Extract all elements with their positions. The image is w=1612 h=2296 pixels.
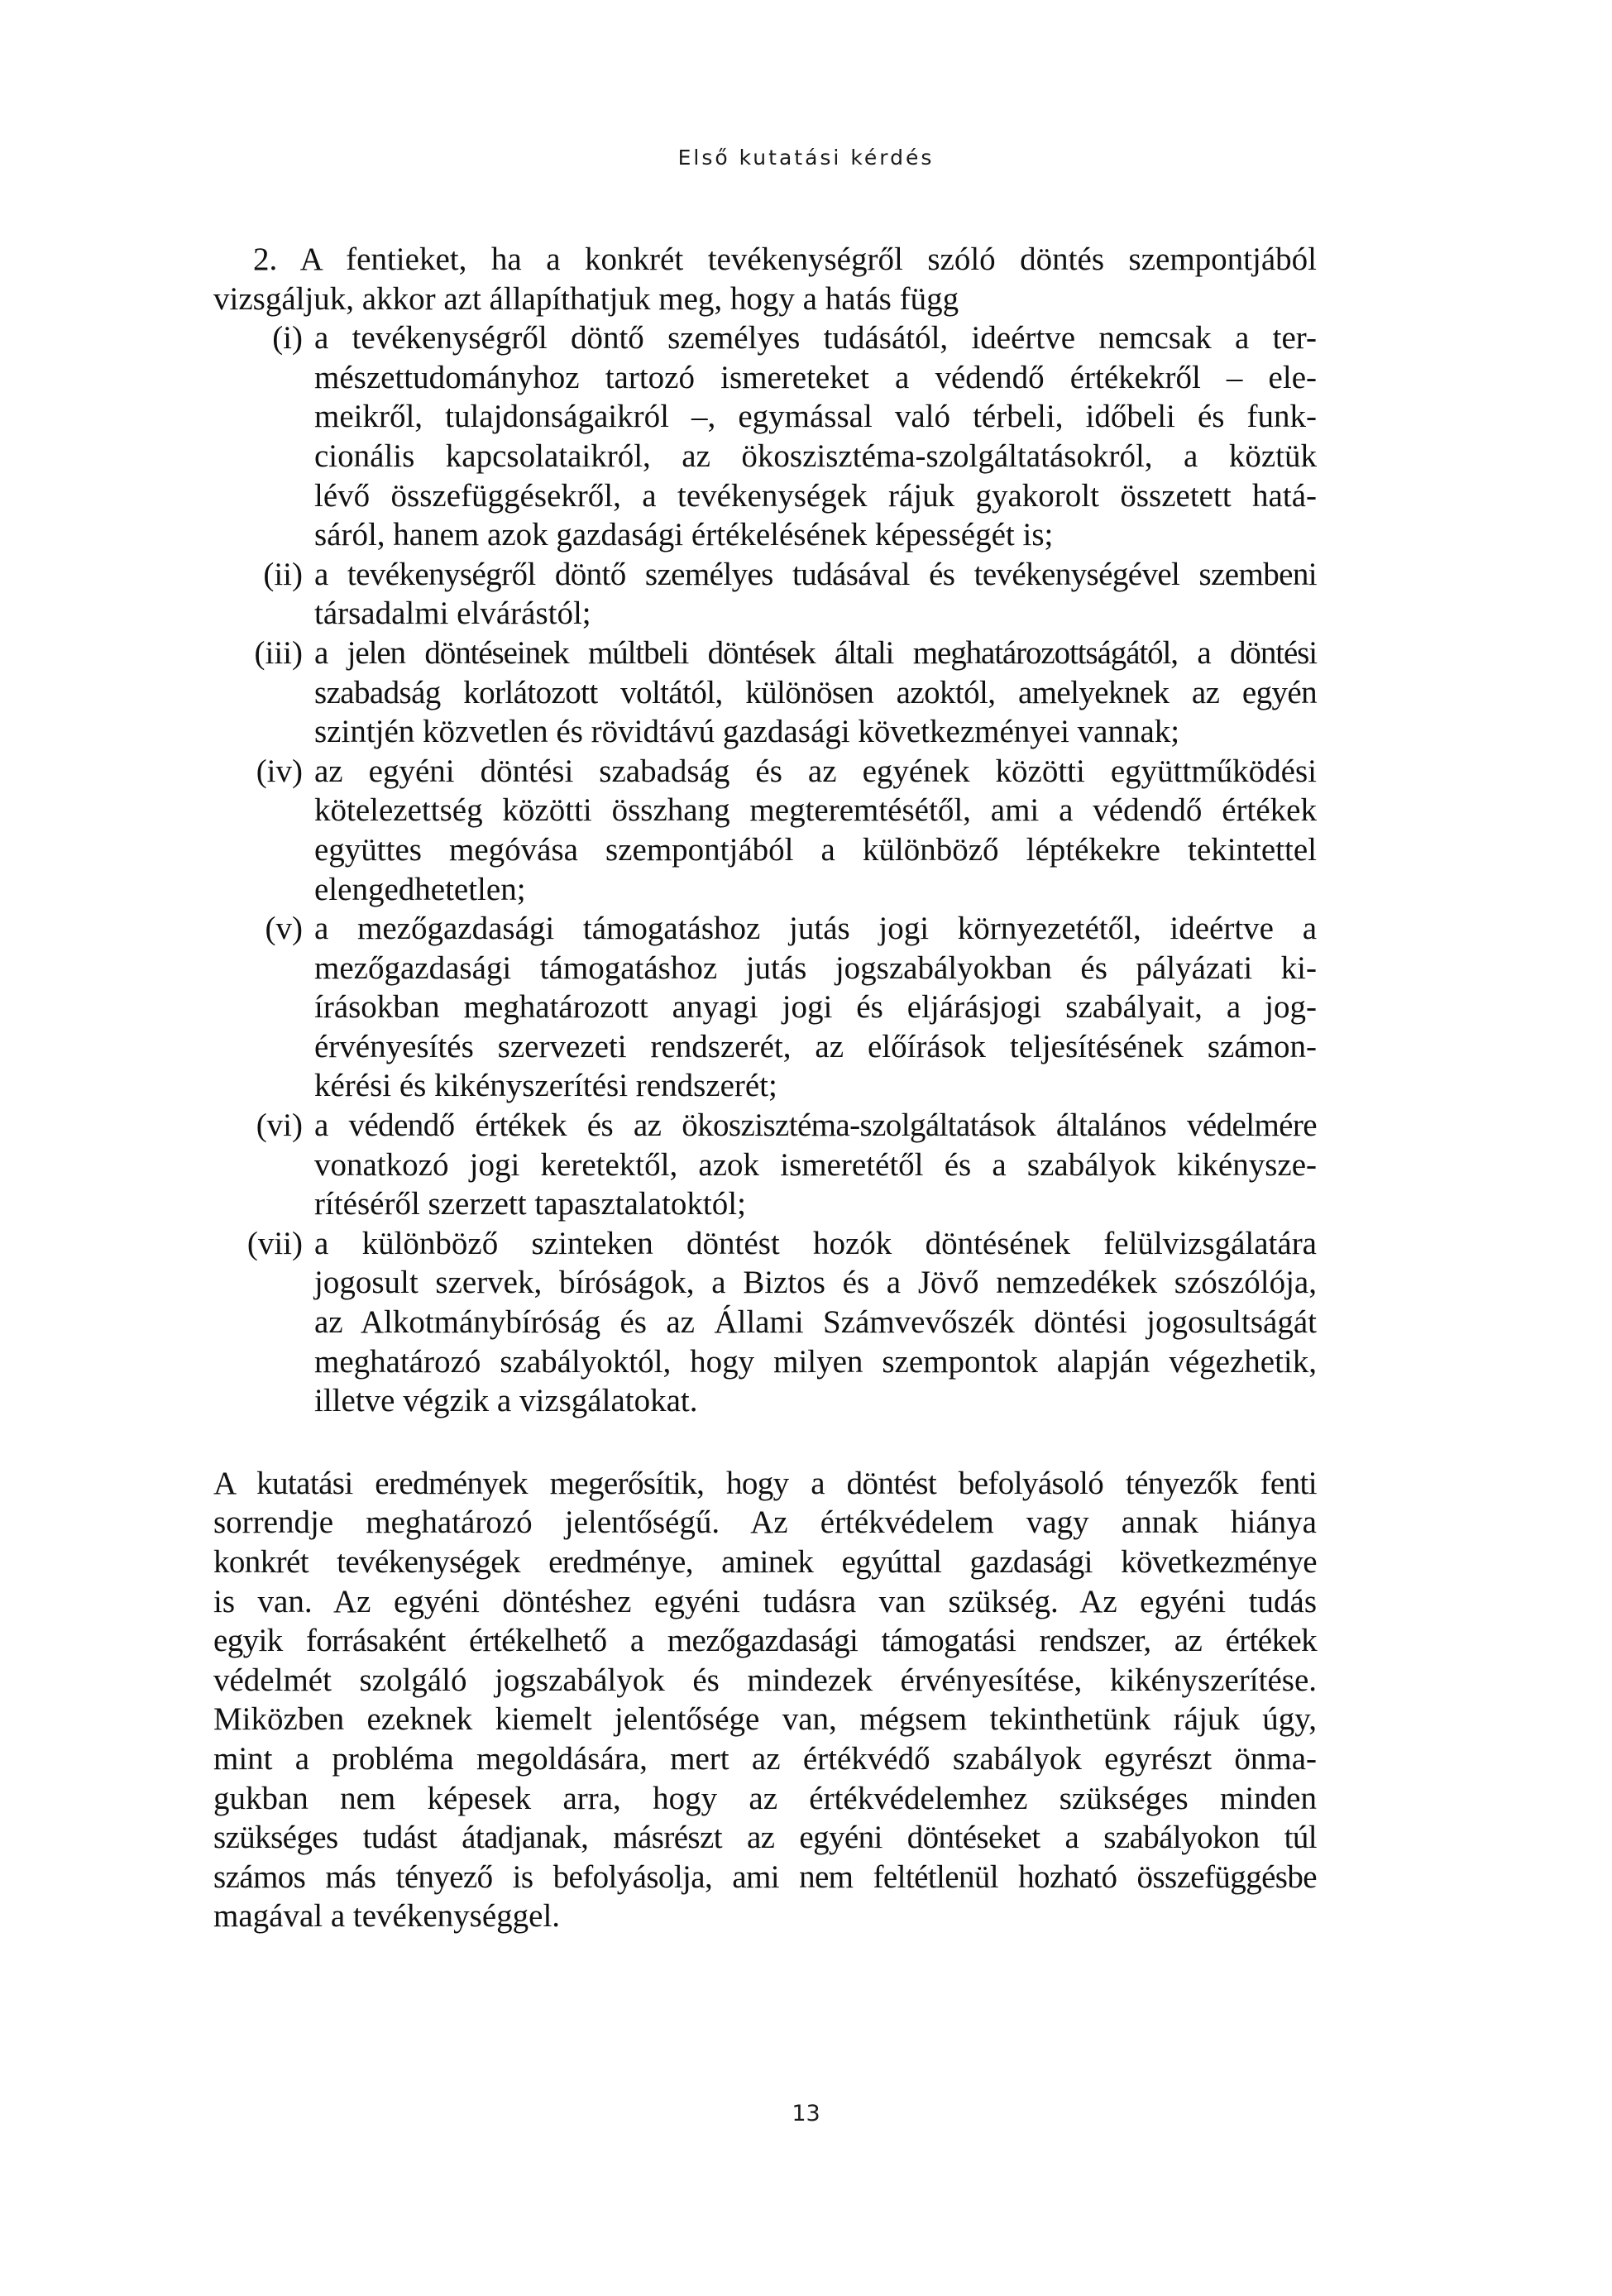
item-label: (vi) xyxy=(256,1107,303,1144)
text-line: számos más tényező is befolyásolja, ami nem feltétlenül hozható összefüggésbe xyxy=(213,1858,1317,1895)
list-item-iv xyxy=(213,752,1317,909)
text-line: mezőgazdasági támogatáshoz jutás jogszabályokban és pályázati ki- xyxy=(314,949,1317,986)
text-line: az Alkotmánybíróság és az Állami Számvevőszék döntési jogosultságát xyxy=(314,1304,1317,1341)
item-label: (v) xyxy=(265,911,303,947)
text-line: védelmét szolgáló jogszabályok és mindezek érvényesítése, kikényszerítése. xyxy=(213,1662,1317,1698)
text-line: a jelen döntéseinek múltbeli döntések általi meghatározottságától, a döntési xyxy=(314,634,1317,671)
text-line: mint a probléma megoldására, mert az értékvédő szabályok egyrészt önma- xyxy=(213,1740,1317,1777)
text-line: egyik forrásaként értékelhető a mezőgazdasági támogatási rendszer, az értékek xyxy=(213,1623,1317,1659)
text-line: kötelezettség közötti összhang megteremtésétől, ami a védendő értékek xyxy=(314,792,1317,829)
text-line: 2. A fentieket, ha a konkrét tevékenységről szóló döntés szempontjából xyxy=(253,242,1317,277)
list-item-vii xyxy=(213,1224,1317,1421)
text-line: sáról, hanem azok gazdasági értékelésének képességét is; xyxy=(314,517,1054,553)
item-label: (i) xyxy=(272,320,303,356)
text-line: szükséges tudást átadjanak, másrészt az egyéni döntéseket a szabályokon túl xyxy=(213,1820,1317,1856)
text-line: sorrendje meghatározó jelentőségű. Az értékvédelem vagy annak hiánya xyxy=(213,1504,1317,1541)
text-line: a tevékenységről döntő személyes tudásától, ideértve nemcsak a ter- xyxy=(314,320,1317,356)
text-line: együttes megóvása szempontjából a különböző léptékekre tekintettel xyxy=(314,831,1317,868)
text-line: érvényesítés szervezeti rendszerét, az előírások teljesítésének számon- xyxy=(314,1028,1317,1064)
paragraph-spacer xyxy=(213,1421,1317,1464)
text-line: gukban nem képesek arra, hogy az értékvédelemhez szükséges minden xyxy=(213,1780,1317,1816)
conclusion-paragraph xyxy=(213,1464,1317,1936)
text-line: jogosult szervek, bíróságok, a Biztos és a Jövő nemzedékek szószólója, xyxy=(314,1265,1317,1301)
text-line: A kutatási eredmények megerősítik, hogy a döntést befolyásoló tényezők fenti xyxy=(213,1465,1317,1501)
text-line: vizsgáljuk, akkor azt állapíthatjuk meg, hogy a hatás függ xyxy=(213,280,959,317)
text-line: az egyéni döntési szabadság és az egyének közötti együttműködési xyxy=(314,753,1317,789)
text-line: meghatározó szabályoktól, hogy milyen szempontok alapján végezhetik, xyxy=(314,1343,1317,1380)
text-line: cionális kapcsolataikról, az ökoszisztéma-szolgáltatásokról, a köztük xyxy=(314,438,1317,474)
text-line: mészettudományhoz tartozó ismereteket a védendő értékekről – ele- xyxy=(314,359,1317,395)
list-item-iii xyxy=(213,634,1317,752)
item-label: (ii) xyxy=(263,556,303,592)
text-line: lévő összefüggésekről, a tevékenységek rájuk gyakorolt összetett hatá- xyxy=(314,477,1317,514)
body-text xyxy=(213,240,1317,1936)
item-label: (vii) xyxy=(246,1225,303,1261)
intro-paragraph xyxy=(213,240,1317,318)
item-label: (iii) xyxy=(254,634,303,671)
text-line: szintjén közvetlen és rövidtávú gazdasági következményei vannak; xyxy=(314,714,1180,750)
text-line: a tevékenységről döntő személyes tudásával és tevékenységével szembeni xyxy=(314,556,1317,592)
list-item-i xyxy=(213,318,1317,555)
text-line: illetve végzik a vizsgálatokat. xyxy=(314,1383,698,1419)
text-line: Miközben ezeknek kiemelt jelentősége van, mégsem tekinthetünk rájuk úgy, xyxy=(213,1701,1317,1738)
item-label: (iv) xyxy=(256,753,303,789)
list-item-ii xyxy=(213,555,1317,634)
text-line: magával a tevékenységgel. xyxy=(213,1898,561,1935)
text-line: is van. Az egyéni döntéshez egyéni tudásra van szükség. Az egyéni tudás xyxy=(213,1583,1317,1619)
text-line: a különböző szinteken döntést hozók döntésének felülvizsgálatára xyxy=(314,1225,1317,1261)
text-line: a mezőgazdasági támogatáshoz jutás jogi környezetétől, ideértve a xyxy=(314,911,1317,947)
text-line: vonatkozó jogi keretektől, azok ismeretétől és a szabályok kikénysze- xyxy=(314,1146,1317,1183)
text-line: rítéséről szerzett tapasztalatoktól; xyxy=(314,1186,746,1222)
text-line: elengedhetetlen; xyxy=(314,871,526,907)
text-line: meikről, tulajdonságaikról –, egymással való térbeli, időbeli és funk- xyxy=(314,399,1317,435)
text-line: kérési és kikényszerítési rendszerét; xyxy=(314,1068,777,1104)
text-line: szabadság korlátozott voltától, különösen azoktól, amelyeknek az egyén xyxy=(314,674,1317,710)
list-item-vi xyxy=(213,1106,1317,1224)
factor-list xyxy=(213,318,1317,1421)
text-line: írásokban meghatározott anyagi jogi és eljárásjogi szabályait, a jog- xyxy=(314,989,1317,1026)
text-line: társadalmi elvárástól; xyxy=(314,596,591,632)
running-header: Első kutatási kérdés xyxy=(677,146,935,170)
text-line: a védendő értékek és az ökoszisztéma-szolgáltatások általános védelmére xyxy=(314,1107,1317,1144)
text-line: konkrét tevékenységek eredménye, aminek egyúttal gazdasági következménye xyxy=(213,1544,1317,1580)
page-number: 13 xyxy=(792,2101,820,2126)
list-item-v xyxy=(213,909,1317,1106)
